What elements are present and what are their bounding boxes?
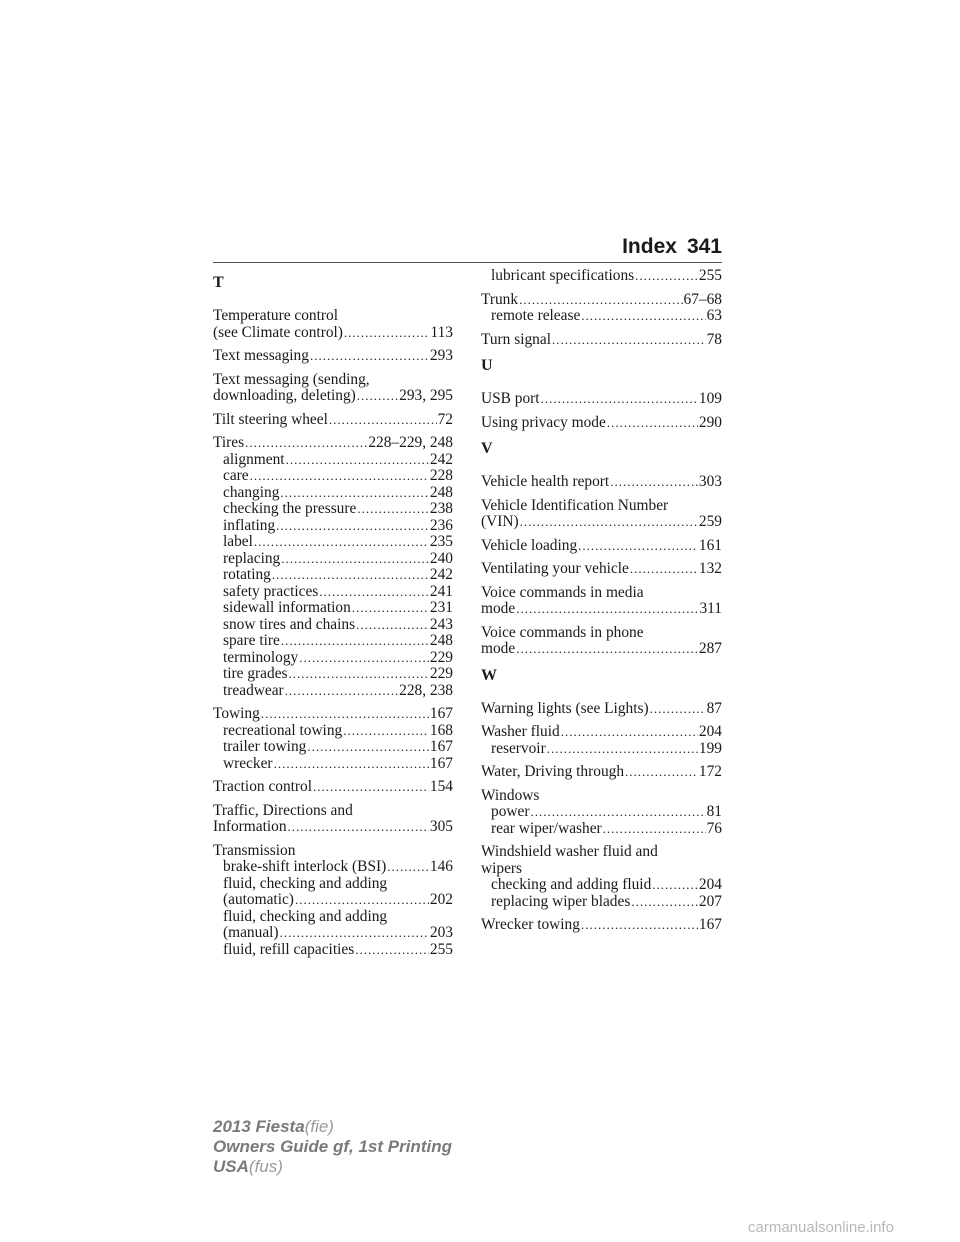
- index-subentry-line: [213, 942, 453, 959]
- page-reference: 255: [698, 267, 722, 284]
- dot-leader: [519, 292, 682, 309]
- page-reference: 109: [698, 390, 722, 407]
- entry-label: (manual): [223, 924, 279, 941]
- dot-leader: [285, 683, 398, 700]
- page-reference: 87: [706, 699, 722, 717]
- dot-leader: [286, 452, 429, 469]
- dot-leader: [387, 859, 429, 876]
- dot-leader: [289, 666, 429, 683]
- entry-label: Text messaging: [213, 347, 309, 364]
- index-entry: [481, 561, 722, 578]
- dot-leader: [299, 650, 429, 667]
- page-reference: 293, 295: [399, 387, 453, 404]
- page-reference: 204: [698, 876, 722, 893]
- dot-leader: [625, 764, 698, 781]
- page-reference: 204: [698, 723, 722, 740]
- entry-label: care: [223, 467, 249, 484]
- index-entry: [481, 788, 722, 838]
- page-reference: 154: [429, 778, 453, 795]
- entry-label: fluid, checking and adding: [223, 907, 388, 925]
- page-reference: 67–68: [683, 290, 722, 308]
- entry-label: terminology: [223, 648, 299, 666]
- dot-leader: [516, 641, 698, 658]
- entry-label: alignment: [223, 450, 285, 468]
- dot-leader: [547, 741, 698, 758]
- page-reference: 290: [698, 413, 722, 431]
- dot-leader: [352, 600, 429, 617]
- index-subentry-line: [481, 821, 722, 838]
- dot-leader: [603, 821, 706, 838]
- page-reference: 305: [429, 818, 453, 835]
- dot-leader: [310, 348, 429, 365]
- dot-leader: [355, 942, 429, 959]
- dot-leader: [272, 567, 429, 584]
- entry-label: checking and adding fluid: [491, 876, 652, 893]
- index-entry-line: [213, 706, 453, 723]
- entry-label: checking the pressure: [223, 500, 357, 517]
- page-title: Index: [622, 235, 677, 258]
- header-divider: [213, 262, 722, 263]
- index-entry-line: [213, 372, 453, 389]
- index-subentry-line: [213, 650, 453, 667]
- index-column-left: [213, 268, 453, 965]
- page-reference: 259: [698, 513, 722, 530]
- entry-label: Water, Driving through: [481, 763, 625, 780]
- index-subentry-line: [213, 551, 453, 568]
- page-reference: 235: [429, 533, 453, 550]
- dot-leader: [281, 633, 429, 650]
- index-subentry-line: [213, 584, 453, 601]
- page-reference: 207: [698, 892, 722, 910]
- index-subentry-line: [213, 739, 453, 756]
- entry-label: wrecker: [223, 754, 273, 772]
- page-reference: 167: [698, 916, 722, 933]
- index-entry-line: [481, 724, 722, 741]
- dot-leader: [552, 332, 706, 349]
- footer-model: 2013 Fiesta: [213, 1117, 305, 1136]
- dot-leader: [343, 723, 429, 740]
- index-entry-line: [481, 917, 722, 934]
- index-entry-line: [481, 292, 722, 309]
- dot-leader: [581, 917, 698, 934]
- section-letter: V: [481, 440, 493, 457]
- entry-label: wipers: [481, 859, 523, 877]
- page-reference: 78: [706, 330, 722, 348]
- page-reference: 228, 238: [399, 681, 453, 699]
- entry-label: mode: [481, 600, 516, 617]
- index-subentry-line: [213, 859, 453, 876]
- index-entry: [213, 412, 453, 429]
- entry-label: replacing wiper blades: [491, 892, 631, 910]
- page-reference: 287: [698, 640, 722, 657]
- page-reference: 203: [429, 924, 453, 941]
- index-entry: [481, 474, 722, 491]
- index-subentry-line: [213, 909, 453, 926]
- index-entry: [481, 268, 722, 285]
- dot-leader: [650, 701, 706, 718]
- entry-label: trailer towing: [223, 738, 307, 755]
- dot-leader: [281, 551, 429, 568]
- page-reference: 202: [429, 891, 453, 908]
- index-entry-line: [481, 514, 722, 531]
- index-entry: [481, 332, 722, 349]
- watermark: carmanualsonline.info: [748, 1219, 894, 1236]
- index-subentry-line: [213, 534, 453, 551]
- index-entry-line: [481, 561, 722, 578]
- entry-label: remote release: [491, 307, 581, 324]
- entry-label: power: [491, 803, 530, 820]
- dot-leader: [356, 617, 429, 634]
- dot-leader: [520, 514, 698, 531]
- entry-label: rotating: [223, 566, 271, 583]
- index-entry-line: [213, 843, 453, 860]
- dot-leader: [635, 268, 698, 285]
- entry-label: replacing: [223, 549, 281, 567]
- index-subentry-line: [213, 876, 453, 893]
- page-reference: 255: [429, 940, 453, 958]
- dot-leader: [274, 756, 429, 773]
- index-entry-line: [213, 308, 453, 325]
- entry-label: brake-shift interlock (BSI): [223, 858, 387, 875]
- page-reference: 76: [706, 819, 722, 837]
- entry-label: Information: [213, 818, 287, 835]
- index-entry-line: [481, 585, 722, 602]
- index-subentry-line: [213, 756, 453, 773]
- index-subentry-line: [481, 894, 722, 911]
- page-reference: 168: [429, 721, 453, 739]
- entry-label: rear wiper/washer: [491, 819, 602, 837]
- page-reference: 167: [429, 738, 453, 755]
- entry-label: Towing: [213, 705, 260, 722]
- entry-label: (automatic): [223, 891, 294, 908]
- entry-label: (see Climate control): [213, 323, 343, 341]
- index-entry: [481, 764, 722, 781]
- dot-leader: [307, 739, 429, 756]
- page-reference: 167: [429, 754, 453, 772]
- index-entry-line: [481, 641, 722, 658]
- entry-label: label: [223, 533, 253, 550]
- page-reference: 248: [429, 632, 453, 649]
- dot-leader: [630, 561, 698, 578]
- index-entry: [213, 435, 453, 699]
- entry-label: changing: [223, 483, 280, 501]
- dot-leader: [631, 894, 698, 911]
- index-subentry-line: [481, 268, 722, 285]
- index-entry: [481, 538, 722, 555]
- index-entry: [213, 779, 453, 796]
- page-reference: 240: [429, 549, 453, 567]
- document-footer: [213, 1117, 452, 1177]
- index-entry-line: [213, 412, 453, 429]
- index-subentry-line: [213, 600, 453, 617]
- index-entry: [481, 585, 722, 618]
- page-reference: 248: [429, 483, 453, 501]
- index-entry: [213, 308, 453, 341]
- index-entry-line: [481, 625, 722, 642]
- dot-leader: [541, 391, 698, 408]
- entry-label: Warning lights (see Lights): [481, 699, 649, 717]
- entry-label: recreational towing: [223, 721, 343, 739]
- index-subentry-line: [213, 452, 453, 469]
- index-subentry-line: [213, 666, 453, 683]
- page-header: [213, 232, 722, 262]
- index-subentry-line: [481, 804, 722, 821]
- dot-leader: [280, 485, 428, 502]
- entry-label: snow tires and chains: [223, 615, 356, 633]
- dot-leader: [652, 877, 698, 894]
- index-entry-line: [213, 348, 453, 365]
- index-entry-line: [481, 601, 722, 618]
- footer-market-code: (fus): [248, 1157, 283, 1176]
- index-entry-line: [481, 415, 722, 432]
- index-subentry-line: [213, 468, 453, 485]
- index-subentry-line: [213, 723, 453, 740]
- entry-label: Traffic, Directions and: [213, 801, 353, 819]
- dot-leader: [607, 415, 698, 432]
- index-entry-line: [481, 474, 722, 491]
- index-subentry-line: [481, 741, 722, 758]
- index-entry-line: [213, 819, 453, 836]
- index-entry-line: [481, 844, 722, 861]
- index-entry: [481, 625, 722, 658]
- entry-label: Voice commands in phone: [481, 623, 644, 641]
- index-entry-line: [213, 435, 453, 452]
- dot-leader: [530, 804, 705, 821]
- page-reference: 242: [429, 566, 453, 583]
- section-letter: U: [481, 357, 493, 374]
- entry-label: Using privacy mode: [481, 413, 606, 431]
- dot-leader: [319, 584, 429, 601]
- page-reference: 243: [429, 615, 453, 633]
- page-reference: 229: [429, 665, 453, 682]
- entry-label: fluid, checking and adding: [223, 874, 388, 892]
- entry-label: mode: [481, 640, 516, 657]
- entry-label: Temperature control: [213, 307, 338, 324]
- dot-leader: [578, 538, 698, 555]
- entry-label: Vehicle health report: [481, 473, 610, 490]
- index-entry-line: [481, 788, 722, 805]
- dot-leader: [516, 601, 698, 618]
- entry-label: treadwear: [223, 681, 284, 699]
- index-entry-line: [481, 391, 722, 408]
- entry-label: Vehicle loading: [481, 536, 578, 554]
- index-entry-line: [213, 779, 453, 796]
- page-reference: 293: [429, 347, 453, 364]
- index-entry-line: [213, 803, 453, 820]
- entry-label: Traction control: [213, 778, 313, 795]
- entry-label: Windows: [481, 786, 540, 804]
- index-entry-line: [481, 332, 722, 349]
- entry-label: lubricant specifications: [491, 267, 635, 284]
- index-entry: [481, 391, 722, 408]
- index-entry: [213, 706, 453, 772]
- entry-label: Ventilating your vehicle: [481, 560, 629, 577]
- entry-label: (VIN): [481, 513, 519, 530]
- entry-label: Windshield washer fluid and: [481, 843, 658, 860]
- index-entry-line: [481, 538, 722, 555]
- page-reference: 132: [698, 560, 722, 577]
- page-reference: 241: [429, 582, 453, 600]
- entry-label: Text messaging (sending,: [213, 370, 370, 388]
- entry-label: inflating: [223, 516, 276, 534]
- index-entry: [481, 415, 722, 432]
- footer-model-code: (fie): [304, 1117, 334, 1136]
- dot-leader: [357, 388, 398, 405]
- dot-leader: [276, 518, 429, 535]
- page-reference: 146: [429, 858, 453, 875]
- section-letter: W: [481, 666, 497, 684]
- page-reference: 303: [698, 473, 722, 490]
- index-subentry-line: [213, 633, 453, 650]
- entry-label: Vehicle Identification Number: [481, 496, 669, 514]
- index-entry: [213, 843, 453, 959]
- index-subentry-line: [213, 567, 453, 584]
- page-number: 341: [686, 235, 722, 258]
- page-reference: 167: [429, 705, 453, 722]
- footer-guide: Owners Guide gf, 1st Printing: [213, 1137, 452, 1156]
- entry-label: Voice commands in media: [481, 583, 644, 601]
- entry-label: tire grades: [223, 665, 288, 682]
- entry-label: Tilt steering wheel: [213, 410, 328, 428]
- dot-leader: [357, 501, 429, 518]
- index-column-right: [481, 268, 722, 941]
- entry-label: Turn signal: [481, 330, 551, 348]
- page-reference: 311: [699, 600, 722, 617]
- index-entry: [481, 498, 722, 531]
- entry-label: spare tire: [223, 632, 280, 649]
- entry-label: sidewall information: [223, 599, 351, 616]
- index-subentry-line: [481, 877, 722, 894]
- entry-label: safety practices: [223, 582, 319, 600]
- dot-leader: [250, 468, 429, 485]
- dot-leader: [261, 706, 429, 723]
- index-subentry-line: [213, 617, 453, 634]
- index-subentry-line: [213, 485, 453, 502]
- index-entry: [213, 803, 453, 836]
- index-entry: [481, 917, 722, 934]
- dot-leader: [581, 308, 705, 325]
- index-entry-line: [213, 388, 453, 405]
- page-reference: 113: [430, 323, 453, 341]
- dot-leader: [561, 724, 698, 741]
- index-entry: [481, 844, 722, 910]
- page-reference: 238: [429, 500, 453, 517]
- index-subentry-line: [213, 925, 453, 942]
- entry-label: Tires: [213, 434, 245, 451]
- page-reference: 72: [437, 410, 453, 428]
- dot-leader: [329, 412, 437, 429]
- entry-label: USB port: [481, 390, 540, 407]
- page-reference: 199: [698, 739, 722, 757]
- dot-leader: [288, 819, 429, 836]
- entry-label: downloading, deleting): [213, 387, 356, 404]
- dot-leader: [245, 435, 367, 452]
- entry-label: Transmission: [213, 841, 296, 859]
- index-entry-line: [481, 701, 722, 718]
- footer-market: USA: [213, 1157, 249, 1176]
- index-entry: [481, 701, 722, 718]
- page-reference: 242: [429, 450, 453, 468]
- dot-leader: [313, 779, 429, 796]
- page-reference: 229: [429, 648, 453, 666]
- index-subentry-line: [213, 683, 453, 700]
- dot-leader: [254, 534, 429, 551]
- index-subentry-line: [213, 501, 453, 518]
- entry-label: reservoir: [491, 739, 546, 757]
- entry-label: fluid, refill capacities: [223, 940, 355, 958]
- entry-label: Trunk: [481, 290, 519, 308]
- index-entry-line: [213, 325, 453, 342]
- page-reference: 63: [706, 307, 722, 324]
- index-entry-line: [481, 861, 722, 878]
- section-letter: T: [213, 274, 224, 291]
- entry-label: Washer fluid: [481, 723, 560, 740]
- page-reference: 231: [429, 599, 453, 616]
- page-reference: 172: [698, 763, 722, 780]
- index-subentry-line: [481, 308, 722, 325]
- page-reference: 161: [698, 536, 722, 554]
- index-entry: [213, 372, 453, 405]
- dot-leader: [610, 474, 698, 491]
- dot-leader: [344, 325, 430, 342]
- index-subentry-line: [213, 892, 453, 909]
- index-entry: [481, 724, 722, 757]
- index-subentry-line: [213, 518, 453, 535]
- dot-leader: [280, 925, 429, 942]
- index-entry-line: [481, 498, 722, 515]
- index-entry: [481, 292, 722, 325]
- page-reference: 228–229, 248: [368, 434, 453, 451]
- index-entry-line: [481, 764, 722, 781]
- dot-leader: [295, 892, 429, 909]
- page-reference: 228: [429, 467, 453, 484]
- entry-label: Wrecker towing: [481, 916, 580, 933]
- page-reference: 81: [706, 803, 722, 820]
- index-entry: [213, 348, 453, 365]
- page-reference: 236: [429, 516, 453, 534]
